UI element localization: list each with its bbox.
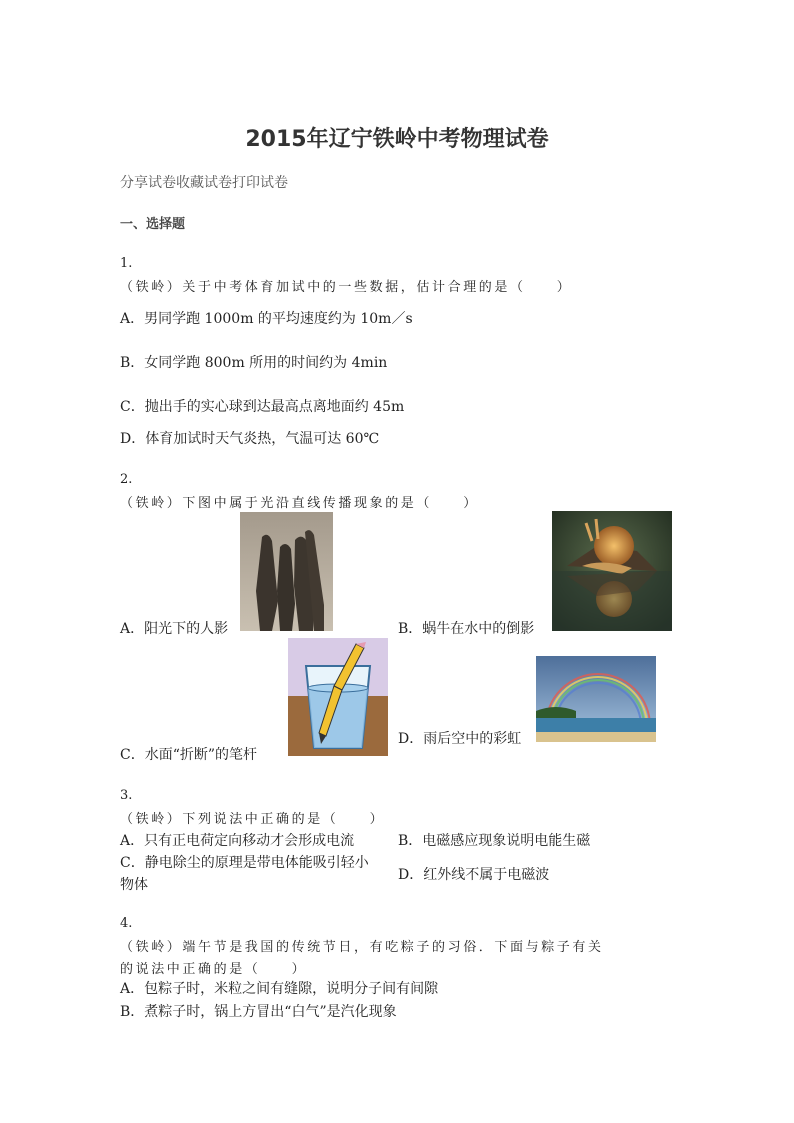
question-2-option-d: D．雨后空中的彩虹 (398, 731, 522, 747)
question-4-option-a: A．包粽子时，米粒之间有缝隙，说明分子间有间隙 (120, 981, 439, 997)
question-1-option-c: C．抛出手的实心球到达最高点离地面约 45m (120, 399, 405, 415)
shadow-photo (240, 512, 333, 631)
paper-actions[interactable]: 分享试卷收藏试卷打印试卷 (120, 175, 288, 191)
question-2-option-c: C．水面“折断”的笔杆 (120, 747, 258, 763)
question-2-option-a: A．阳光下的人影 (120, 621, 229, 637)
question-4-option-b: B．煮粽子时，锅上方冒出“白气”是汽化现象 (120, 1004, 397, 1020)
rainbow-photo (536, 656, 656, 742)
question-4-stem: （铁岭）端午节是我国的传统节日，有吃粽子的习俗．下面与粽子有关 (120, 940, 604, 955)
question-3-option-c: C．静电除尘的原理是带电体能吸引轻小 (120, 855, 369, 871)
question-3-option-b: B．电磁感应现象说明电能生磁 (398, 833, 591, 849)
question-2-option-b: B．蜗牛在水中的倒影 (398, 621, 535, 637)
section-heading: 一、选择题 (120, 217, 186, 232)
question-2-number: 2. (120, 472, 133, 487)
question-3-option-c-cont: 物体 (120, 877, 148, 893)
question-1-option-d: D．体育加试时天气炎热，气温可达 60℃ (120, 431, 380, 447)
question-1-option-a: A．男同学跑 1000m 的平均速度约为 10m／s (120, 311, 413, 327)
question-3-option-d: D．红外线不属于电磁波 (398, 867, 550, 883)
question-1-stem: （铁岭）关于中考体育加试中的一些数据，估计合理的是（ ） (120, 280, 573, 295)
question-2-stem: （铁岭）下图中属于光沿直线传播现象的是（ ） (120, 496, 479, 511)
question-4-stem-cont: 的说法中正确的是（ ） (120, 962, 308, 977)
question-1-option-b: B．女同学跑 800m 所用的时间约为 4min (120, 355, 388, 371)
question-3-number: 3. (120, 788, 133, 803)
question-3-option-a: A．只有正电荷定向移动才会形成电流 (120, 833, 355, 849)
question-3-stem: （铁岭）下列说法中正确的是（ ） (120, 812, 386, 827)
page-title: 2015年辽宁铁岭中考物理试卷 (245, 127, 549, 152)
question-1-number: 1. (120, 256, 133, 271)
pencil-glass-image (288, 638, 388, 756)
snail-photo (552, 511, 672, 631)
question-4-number: 4. (120, 916, 133, 931)
